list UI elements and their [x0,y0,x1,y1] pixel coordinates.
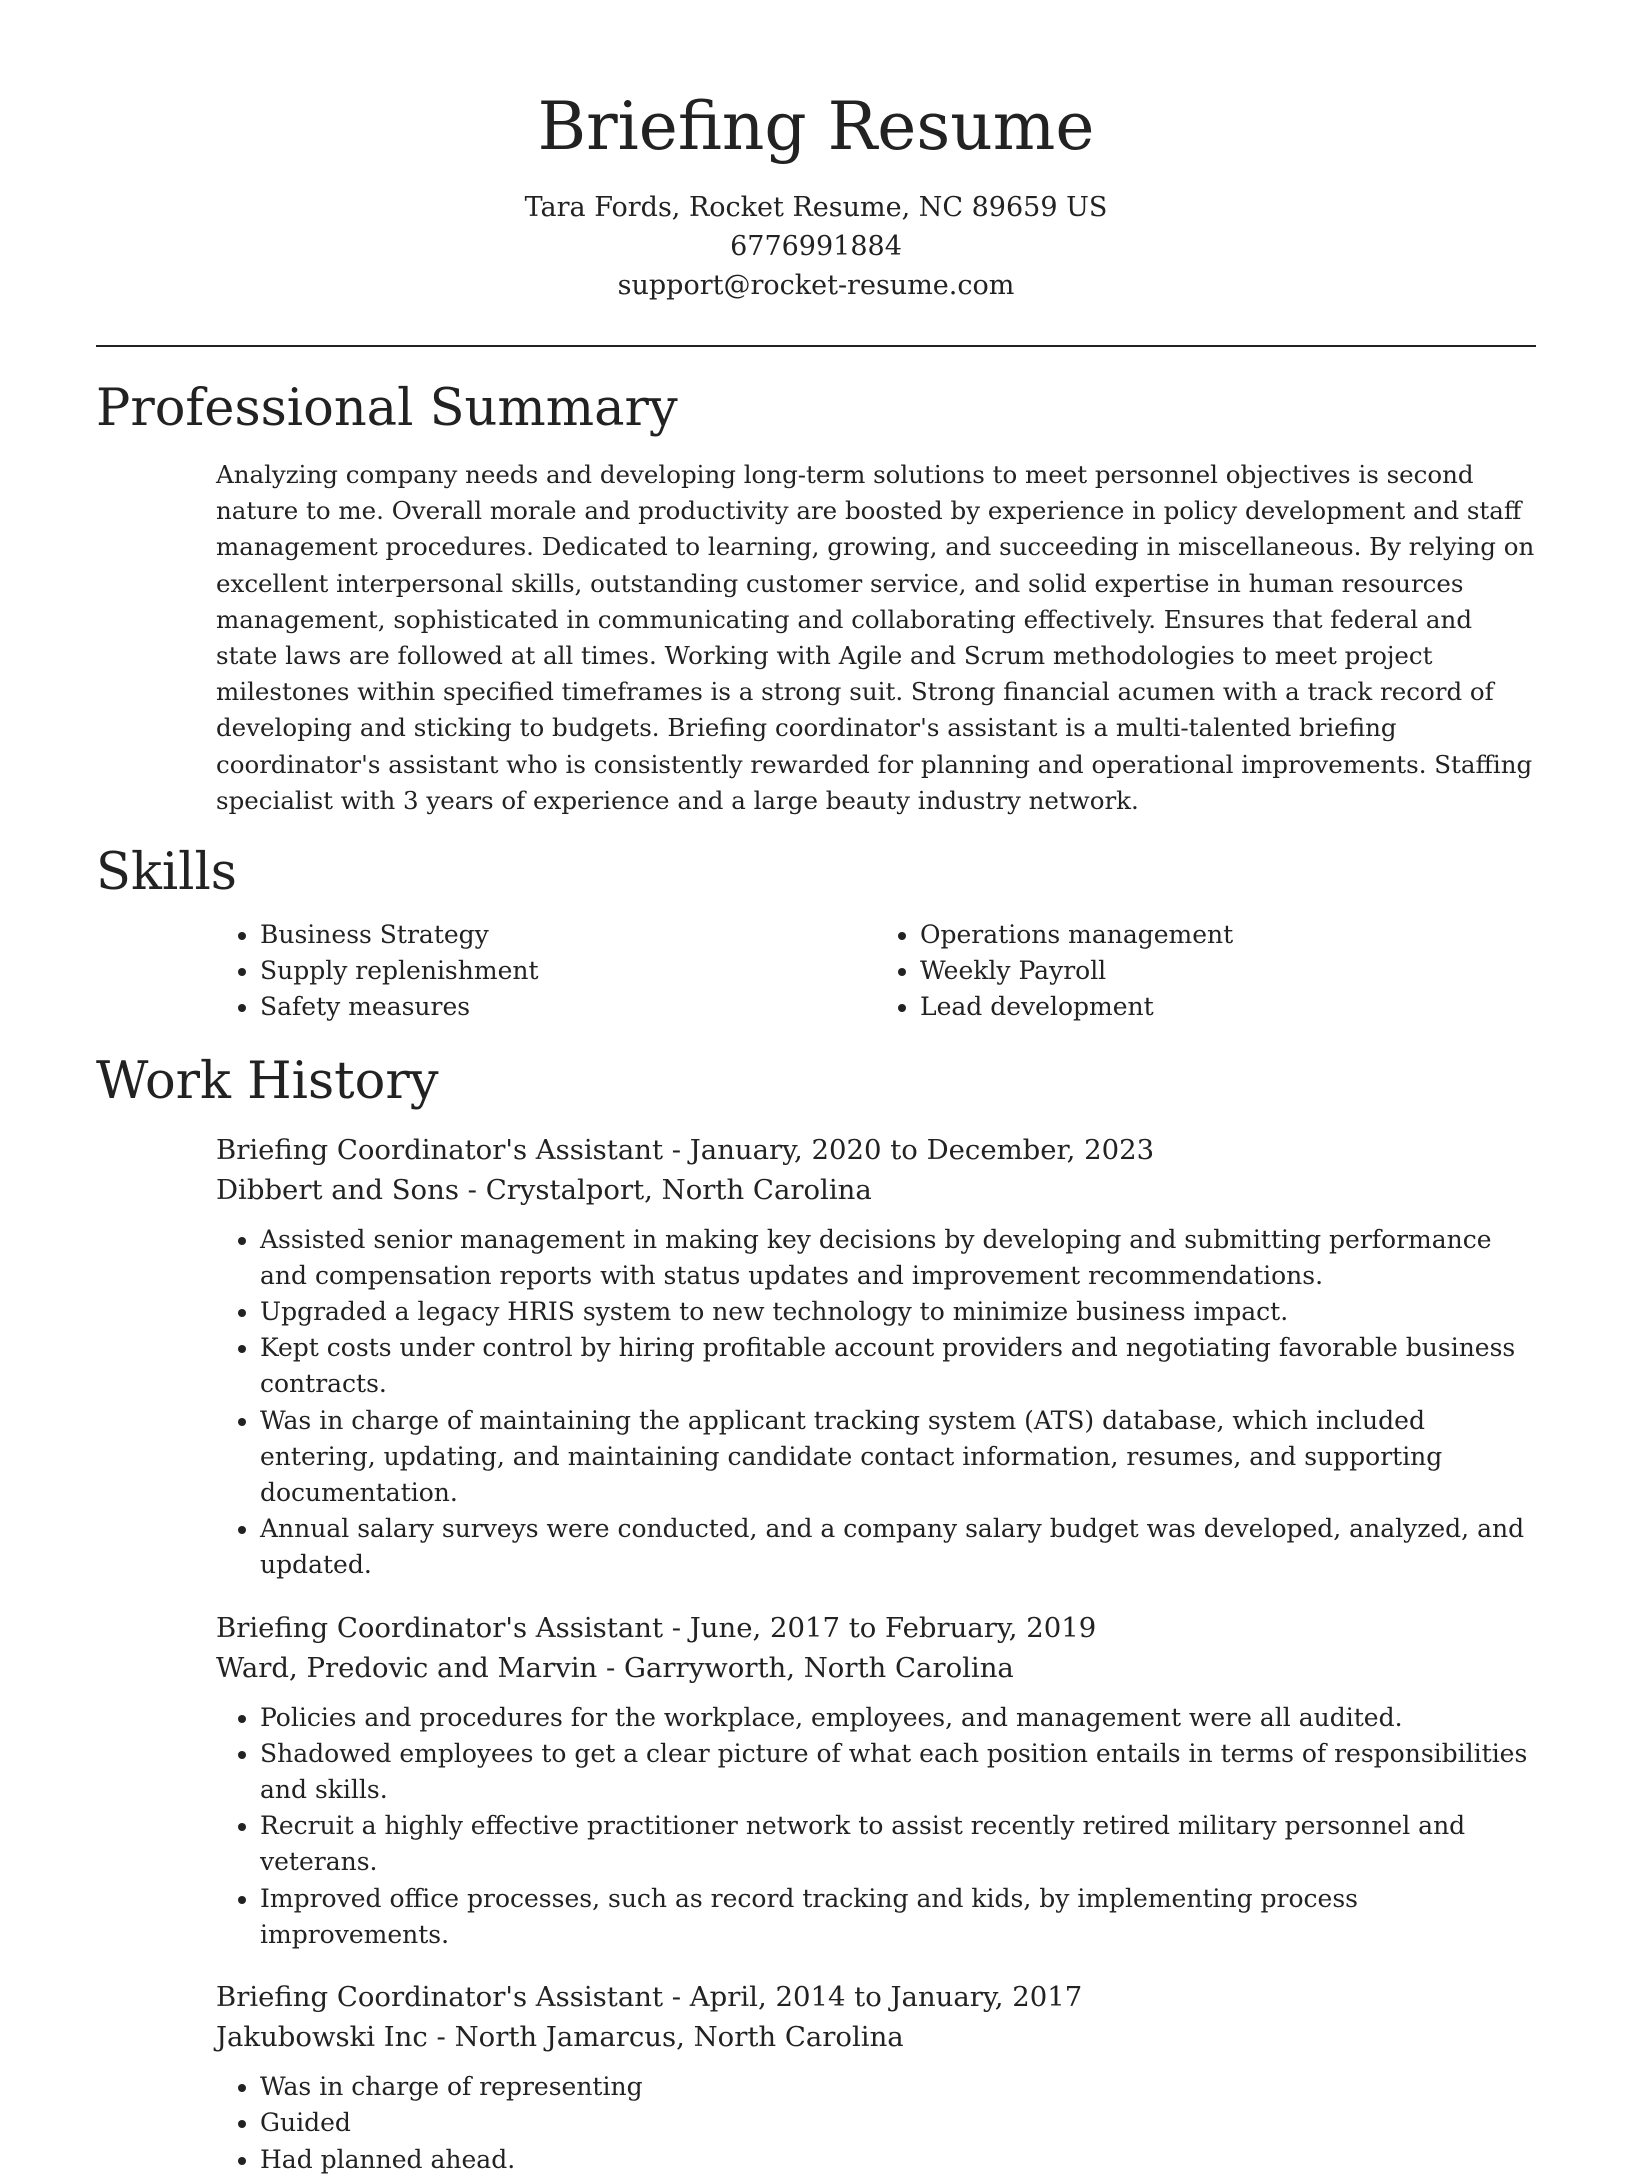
job-dates: - April, 2014 to January, 2017 [663,1981,1083,2014]
job-title-line [216,1608,1536,1648]
contact-email: support@rocket-resume.com [617,270,1015,301]
resume-header [96,0,1536,305]
summary-heading: Professional Summary [96,379,678,438]
skill-item: • Weekly Payroll [920,953,1536,989]
job-bullet: • Recruit a highly effective practitioner network to assist recently retired military personnel and veterans. [260,1808,1536,1880]
job-location: - North Jamarcus, North Carolina [427,2021,904,2054]
job-bullet: • Shadowed employees to get a clear picture of what each position entails in terms of responsibilities and skills. [260,1736,1536,1808]
skill-item: • Supply replenishment [260,953,876,989]
contact-address: Tara Fords, Rocket Resume, NC 89659 US [524,192,1108,223]
job-title: Briefing Coordinator's Assistant [216,1133,663,1166]
job-bullet: • Assisted senior management in making key decisions by developing and submitting performance and compensation reports with status updates and improvement recommendations. [260,1222,1536,1294]
job-title: Briefing Coordinator's Assistant [216,1981,663,2014]
job-location: - Crystalport, North Carolina [458,1173,872,1206]
job-bullets [216,1222,1536,1584]
job-entry [216,1130,1536,1584]
job-title-line [216,1977,1536,2017]
job-bullet: • Kept costs under control by hiring profitable account providers and negotiating favorable business contracts. [260,1330,1536,1402]
job-bullet: • Was in charge of maintaining the applicant tracking system (ATS) database, which included entering, updating, and maintaining candidate contact information, resumes, and supporting documentation. [260,1403,1536,1512]
job-bullet: • Was in charge of representing [260,2069,1536,2105]
job-bullet: • Annual salary surveys were conducted, and a company salary budget was developed, analyzed, and updated. [260,1511,1536,1583]
job-company-line [216,1170,1536,1210]
job-title: Briefing Coordinator's Assistant [216,1611,663,1644]
job-entry [216,1608,1536,1953]
job-bullet: • Guided [260,2105,1536,2141]
skills-heading: Skills [96,843,237,903]
skill-item: • Business Strategy [260,917,876,953]
skill-item: • Operations management [920,917,1536,953]
job-bullet: • Policies and procedures for the workplace, employees, and management were all audited. [260,1700,1536,1736]
job-bullet: • Improved office processes, such as record tracking and kids, by implementing process improvements. [260,1881,1536,1953]
job-bullets [216,1700,1536,1953]
job-title-line [216,1130,1536,1170]
skills-list [216,917,1536,1026]
skills-column-right [876,917,1536,1026]
job-company: Dibbert and Sons [216,1173,459,1206]
skill-item: • Safety measures [260,989,876,1025]
job-dates: - January, 2020 to December, 2023 [663,1133,1155,1166]
job-dates: - June, 2017 to February, 2019 [663,1611,1097,1644]
header-divider [96,345,1536,347]
job-bullets [216,2069,1536,2178]
job-bullet: • Had planned ahead. [260,2142,1536,2178]
job-company: Jakubowski Inc [216,2021,428,2054]
skill-item: • Lead development [920,989,1536,1025]
summary-text: Analyzing company needs and developing long-term solutions to meet personnel objectives is second nature to me. Overall morale and productivity are boosted by experience in policy development and staff management procedures. Dedicated to learning, growing, and succeeding in miscellaneous. By relying on excellent interpersonal skills, outstanding customer service, and solid expertise in human resources management, sophisticated in communicating and collaborating effectively. Ensures that federal and state laws are followed at all times. Working with Agile and Scrum methodologies to meet project milestones within specified timeframes is a strong suit. Strong financial acumen with a track record of developing and sticking to budgets. Briefing coordinator's assistant is a multi-talented briefing coordinator's assistant who is consistently rewarded for planning and operational improvements. Staffing specialist with 3 years of experience and a large beauty industry network. [216,460,1535,815]
job-company-line [216,2017,1536,2057]
job-location: - Garryworth, North Carolina [597,1651,1014,1684]
job-company-line [216,1648,1536,1688]
resume-title: Briefing Resume [537,88,1095,165]
job-company: Ward, Predovic and Marvin [216,1651,598,1684]
job-entry [216,1977,1536,2178]
skills-column-left [216,917,876,1026]
job-bullet: • Upgraded a legacy HRIS system to new technology to minimize business impact. [260,1294,1536,1330]
contact-phone: 6776991884 [730,231,902,262]
work-history-heading: Work History [96,1051,439,1111]
resume-page [96,0,1536,2178]
